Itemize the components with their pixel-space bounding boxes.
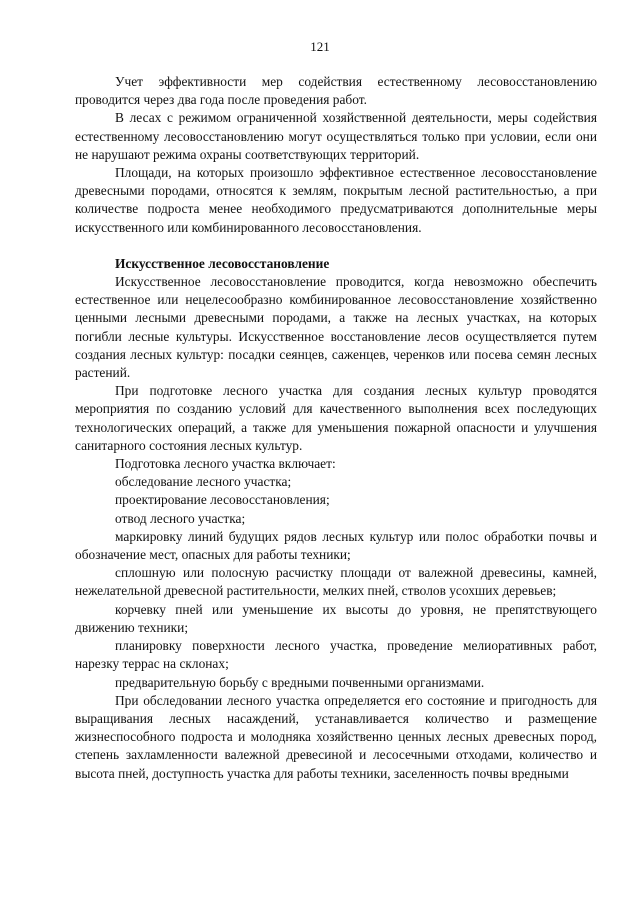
list-item: планировку поверхности лесного участка, проведение мелиоративных работ, нарезку террас на склонах; [75, 638, 597, 672]
list-item: обследование лесного участка; [115, 474, 292, 490]
list-item: предварительную борьбу с вредными почвенными организмами. [115, 674, 485, 690]
page-number: 121 [310, 39, 330, 54]
list-item: маркировку линий будущих рядов лесных культур или полос обработки почвы и обозначение мест, опасных для работы техники; [75, 528, 597, 563]
paragraph-monitoring: Учет эффективности мер содействия естественному лесовосстановлению проводится через два года после проведения работ. [75, 74, 597, 108]
list-item: сплошную или полосную расчистку площади от валежной древесины, камней, нежелательной древесной растительности, мелких пней, стволов усохших деревьев; [75, 565, 597, 599]
paragraph-site-preparation: При подготовке лесного участка для создания лесных культур проводятся мероприятия по созданию условий для качественного выполнения всех последующих технологических операций, а также для уменьшения пожарной опасности и улучшения санитарного состояния лесных культур. [75, 383, 597, 453]
list-item: отвод лесного участка; [115, 510, 246, 526]
list-item: проектирование лесовосстановления; [115, 492, 330, 508]
paragraph-restricted-forests: В лесах с режимом ограниченной хозяйственной деятельности, меры содействия естественному лесовосстановлению могут осуществляться только при условии, если они не нарушают режима охраны соответствующих территорий. [75, 110, 597, 162]
list-item: корчевку пней или уменьшение их высоты до уровня, не препятствующего движению техники; [75, 601, 597, 635]
section-gap [75, 237, 597, 255]
page-content [75, 73, 597, 783]
section-heading: Искусственное лесовосстановление [115, 255, 330, 271]
paragraph-artificial-intro: Искусственное лесовосстановление проводится, когда невозможно обеспечить естественное или нецелесообразно комбинированное лесовосстановление хозяйственно ценными лесными древесными породами, а также на лесных участках, на которых погибли лесные культуры. Искусственное восстановление лесов осуществляется путем создания лесных культур: посадки сеянцев, саженцев, черенков или посева семян лесных растений. [75, 274, 597, 381]
paragraph-effective-areas: Площади, на которых произошло эффективное естественное лесовосстановление древесными породами, относятся к землям, покрытым лесной растительностью, а при количестве подроста менее необходимого предусматриваются дополнительные меры искусственного или комбинированного лесовосстановления. [75, 165, 597, 235]
paragraph-survey: При обследовании лесного участка определяется его состояние и пригодность для выращивания лесных насаждений, устанавливается количество и размещение жизнеспособного подроста и молодняка хозяйственно ценных лесных древесных пород, степень захламленности валежной древесиной и лесосечными отходами, количество и высота пней, доступность участка для работы техники, заселенность почвы вредными [75, 692, 597, 781]
paragraph-preparation-includes: Подготовка лесного участка включает: [115, 456, 336, 472]
